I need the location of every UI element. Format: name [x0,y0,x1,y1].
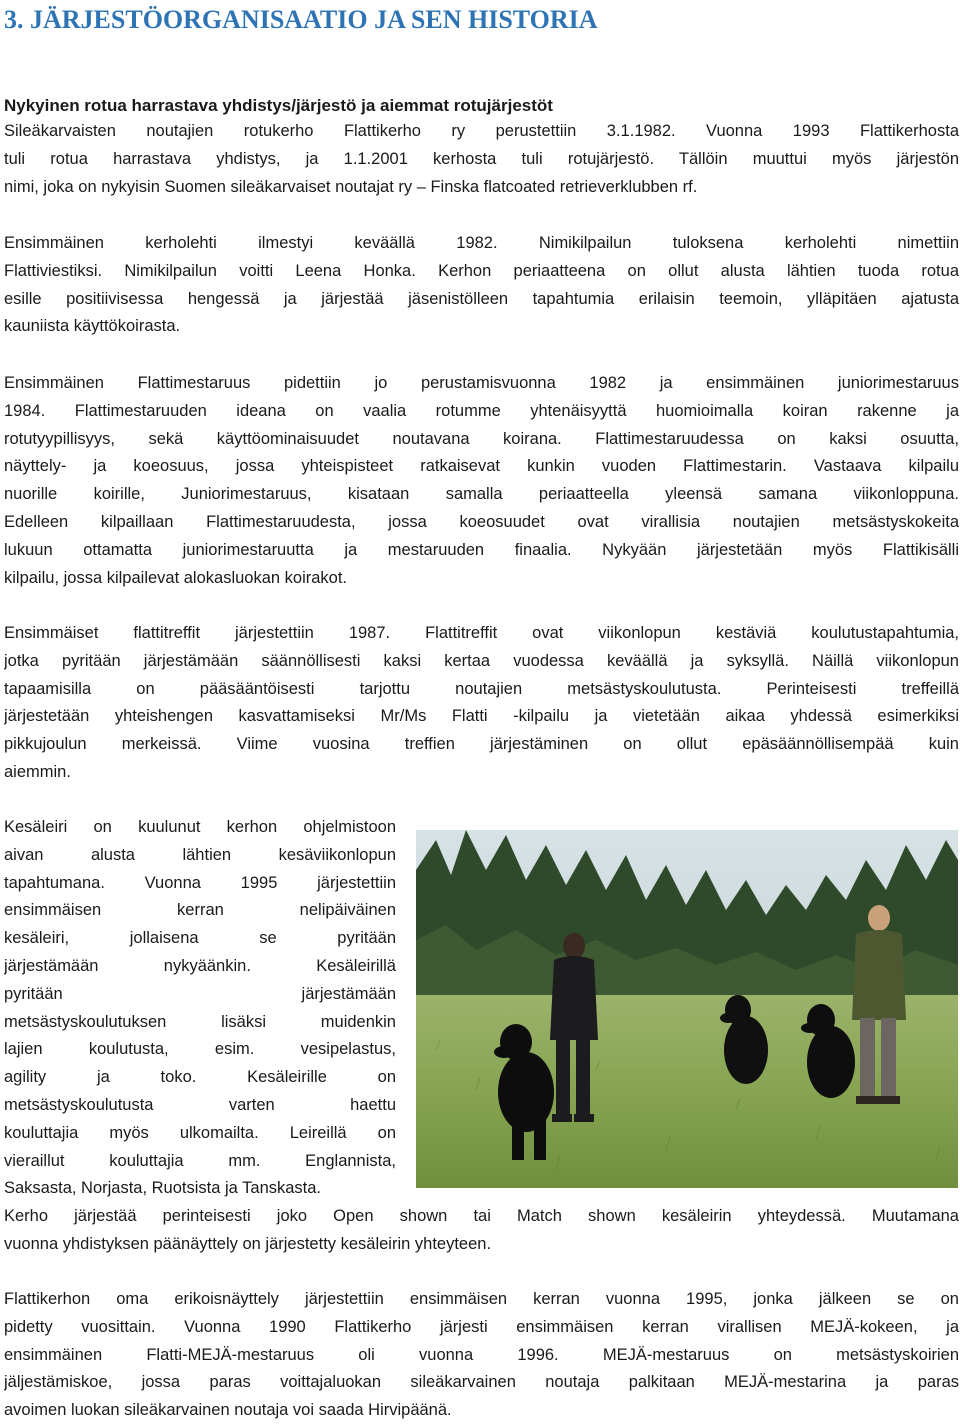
paragraph-shows [4,1203,959,1259]
text-line: järjestetään yhteishengen kasvattamiseksi Mr/Ms Flatti -kilpailu ja vietetään aikaa yhdessä esimerkiksi [4,707,959,726]
text-line: kouluttajia myös ulkomailta. Leireillä on [4,1123,396,1142]
text-line: tapaamisilla on pääsääntöisesti tarjottu noutajien metsästyskoulutusta. Perinteisesti treffeillä [4,679,959,698]
text-line: aivan alusta lähtien kesäviikonlopun [4,845,396,864]
text-line: metsästyskoulutuksen lisäksi muidenkin [4,1012,396,1031]
text-line: lajien koulutusta, esim. vesipelastus, [4,1040,396,1059]
text-line: rotutyypillisyys, sekä käyttöominaisuudet noutavana koirana. Flattimestaruudessa on kaksi osuutta, [4,429,959,448]
paragraph-summer-camp [4,814,396,1203]
text-line: järjestämään nykyäänkin. Kesäleirillä [4,956,396,975]
text-line: vieraillut kouluttajia mm. Englannista, [4,1151,396,1170]
text-line: pidetty vuosittain. Vuonna 1990 Flattikerho järjesti ensimmäisen kerran virallisen MEJÄ-kokeen, ja [4,1317,959,1336]
text-line: avoimen luokan sileäkarvainen noutaja voi saada Hirvipäänä. [4,1401,452,1420]
text-line: Edelleen kilpaillaan Flattimestaruudesta, jossa koeosuudet ovat virallisia noutajien metsästyskokeita [4,512,959,531]
text-line: 1984. Flattimestaruuden ideana on vaalia rotumme yhtenäisyyttä huomioimalla koiran rakenne ja [4,401,959,420]
text-line: ensimmäisen kerran nelipäiväinen [4,901,396,920]
subsection-heading: Nykyinen rotua harrastava yhdistys/järjestö ja aiemmat rotujärjestöt [4,96,553,115]
text-line: pyritään järjestämään [4,984,396,1003]
text-line: jotka pyritään järjestämään säännöllisesti kaksi kertaa vuodessa keväällä ja syksyllä. Näillä viikonlopun [4,651,959,670]
paragraph-special-show [4,1286,959,1424]
text-line: tapahtumana. Vuonna 1995 järjestettiin [4,873,396,892]
photo-illustration [416,830,958,1188]
text-line: nuorille koirille, Juniorimestaruus, kisataan samalla periaatteella yleensä samana viikonloppuna. [4,485,959,504]
text-line: agility ja toko. Kesäleirille on [4,1068,396,1087]
text-line: aiemmin. [4,762,71,781]
text-line: vuonna yhdistyksen päänäyttely on järjestetty kesäleirin yhteyteen. [4,1234,492,1253]
text-line: Ensimmäinen kerholehti ilmestyi keväällä 1982. Nimikilpailun tuloksena kerholehti nimettiin [4,234,959,252]
text-line: kilpailu, jossa kilpailevat alokasluokan koirakot. [4,568,348,587]
photo-dogs-in-field [416,830,958,1188]
text-line: lukuun ottamatta juniorimestaruutta ja mestaruuden finaalia. Nykyään järjestetään myös Flattikisälli [4,540,959,559]
text-line: kesäleiri, jollaisena se pyritään [4,929,396,948]
text-line: näyttely- ja koeosuus, jossa yhteispisteet ratkaisevat kunkin vuoden Flattimestarin. Vastaava kilpailu [4,457,959,476]
text-line: Sileäkarvaisten noutajien rotukerho Flattikerho ry perustettiin 3.1.1982. Vuonna 1993 Flattikerhosta [4,122,959,140]
paragraph-club-magazine [4,230,959,341]
text-line: Kesäleiri on kuulunut kerhon ohjelmistoon [4,818,396,836]
text-line: Ensimmäinen Flattimestaruus pidettiin jo perustamisvuonna 1982 ja ensimmäinen juniorimestaruus [4,374,959,392]
text-line: Saksasta, Norjasta, Ruotsista ja Tanskasta. [4,1179,322,1198]
text-line: pikkujoulun merkeissä. Viime vuosina treffien järjestäminen on ollut epäsäännöllisempää kuin [4,735,959,754]
text-line: kauniista käyttökoirasta. [4,317,181,336]
paragraph-founding [4,118,959,201]
text-line: esille positiivisessa hengessä ja järjestää jäsenistölleen tapahtumia erilaisin teemoin, ylläpitäen ajatusta [4,289,959,308]
text-line: metsästyskoulutusta varten haettu [4,1095,396,1114]
text-line: tuli rotua harrastava yhdistys, ja 1.1.2001 kerhosta tuli rotujärjestö. Tällöin muuttui myös järjestön [4,149,959,168]
text-line: Flattikerhon oma erikoisnäyttely järjestettiin ensimmäisen kerran vuonna 1995, jonka jälkeen se on [4,1290,959,1308]
text-line: nimi, joka on nykyisin Suomen sileäkarvaiset noutajat ry – Finska flatcoated retrieverklubben rf. [4,177,698,196]
text-line: Kerho järjestää perinteisesti joko Open shown tai Match shown kesäleirin yhteydessä. Muutamana [4,1207,959,1225]
paragraph-championship [4,370,959,592]
text-line: ensimmäinen Flatti-MEJÄ-mestaruus oli vuonna 1996. MEJÄ-mestaruus on metsästyskoirien [4,1345,959,1364]
text-line: Flattiviestiksi. Nimikilpailun voitti Leena Honka. Kerhon periaatteena on ollut alusta lähtien tuoda rotua [4,261,959,280]
section-heading: 3. JÄRJESTÖORGANISAATIO JA SEN HISTORIA [4,5,598,34]
paragraph-flattitreffit [4,620,959,787]
text-line: jäljestämiskoe, jossa paras voittajaluokan sileäkarvainen noutaja palkitaan MEJÄ-mestarina ja paras [4,1373,959,1392]
text-line: Ensimmäiset flattitreffit järjestettiin 1987. Flattitreffit ovat viikonlopun kestäviä koulutustapahtumia, [4,624,959,642]
